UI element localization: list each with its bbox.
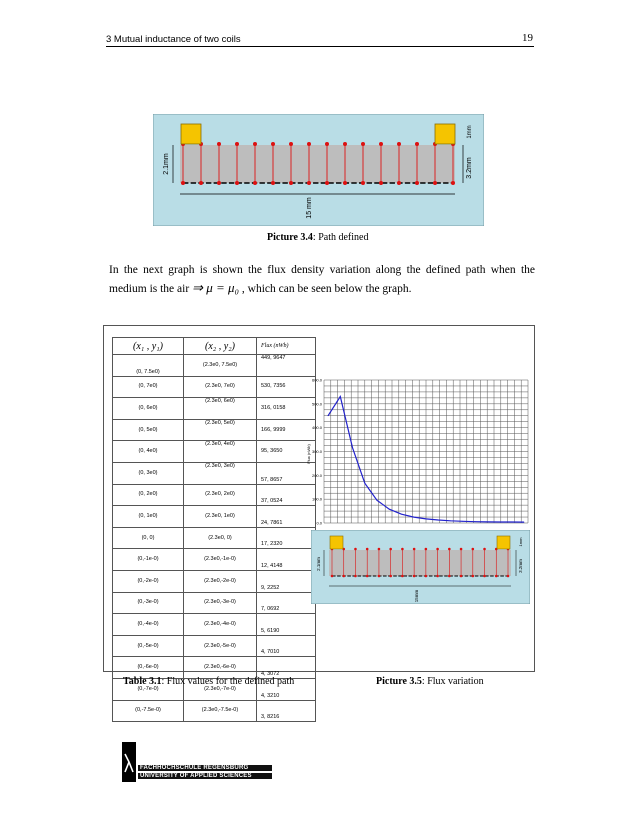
inset-coil-right xyxy=(497,536,510,549)
cell-flux: 4, 7010 xyxy=(257,635,316,657)
cell-flux: 3, 8216 xyxy=(257,700,316,722)
cell-x2y2: (2.3e0, 5e0) xyxy=(184,419,257,441)
table-row xyxy=(113,635,316,657)
path-dot-top xyxy=(325,142,329,146)
path-dot-bottom xyxy=(199,181,203,185)
cell-flux: 37, 0524 xyxy=(257,484,316,506)
chart-ylabel: Flux (nWb) xyxy=(306,444,311,464)
path-dot-top xyxy=(253,142,257,146)
cell-x1y1: (0,-1e-0) xyxy=(113,549,184,571)
path-dot-top xyxy=(483,548,486,551)
path-dot-bottom xyxy=(307,181,311,185)
path-dot-bottom xyxy=(354,575,357,578)
dim-right-top-label: 1mm xyxy=(467,125,473,139)
logo-line-2: UNIVERSITY OF APPLIED SCIENCES xyxy=(138,773,272,779)
cell-x1y1: (0,-7.5e-0) xyxy=(113,700,184,722)
cell-x2y2: (2.3e0,-5e-0) xyxy=(184,635,257,657)
cell-flux: 4, 3210 xyxy=(257,678,316,700)
coil-left xyxy=(181,124,201,144)
data-point xyxy=(364,483,365,484)
path-dot-top xyxy=(401,548,404,551)
data-point xyxy=(401,514,402,515)
path-dot-bottom xyxy=(483,575,486,578)
y-tick-label: 200.0 xyxy=(311,472,322,478)
path-dot-top xyxy=(366,548,369,551)
path-dot-bottom xyxy=(397,181,401,185)
cell-x2y2: (2.3e0, 4e0) xyxy=(184,441,257,463)
cell-x1y1: (0, 4e0) xyxy=(113,441,184,463)
path-dot-bottom xyxy=(425,575,428,578)
cell-x1y1: (0, 7e0) xyxy=(113,376,184,398)
data-point xyxy=(377,500,378,501)
data-point xyxy=(413,517,414,518)
path-dot-bottom xyxy=(361,181,365,185)
y-tick-label: 0.0 xyxy=(316,520,322,526)
path-dot-bottom xyxy=(253,181,257,185)
cell-x2y2: (2.3e0,-4e-0) xyxy=(184,614,257,636)
path-dot-bottom xyxy=(415,181,419,185)
path-dot-top xyxy=(271,142,275,146)
table-row xyxy=(113,549,316,571)
path-dot-bottom xyxy=(378,575,381,578)
paragraph-text-1: In the next graph is shown the flux density variation along the defined path when the medium is the air xyxy=(109,264,535,295)
cell-x1y1: (0,-3e-0) xyxy=(113,592,184,614)
y-tick-label: 100.0 xyxy=(311,496,322,502)
path-dot-top xyxy=(378,548,381,551)
inset-coil-left xyxy=(330,536,343,549)
caption-label: Picture 3.4 xyxy=(267,232,313,243)
cell-flux: 7, 0692 xyxy=(257,592,316,614)
cell-flux: 316, 0158 xyxy=(257,398,316,420)
path-dot-top xyxy=(289,142,293,146)
path-dot-bottom xyxy=(436,575,439,578)
dim-right-label: 3.2mm xyxy=(466,157,473,179)
path-dot-bottom xyxy=(331,575,334,578)
cell-flux: 166, 9999 xyxy=(257,419,316,441)
path-dot-bottom xyxy=(448,575,451,578)
cell-x2y2: (2.3e0,-3e-0) xyxy=(184,592,257,614)
cell-flux: 530, 7356 xyxy=(257,376,316,398)
inset-field-region xyxy=(329,550,511,576)
cell-x2y2: (2.3e0, 0) xyxy=(184,527,257,549)
path-dot-bottom xyxy=(235,181,239,185)
data-point xyxy=(487,521,488,522)
path-dot-top xyxy=(460,548,463,551)
header-rule xyxy=(106,46,534,47)
path-dot-top xyxy=(413,548,416,551)
table-row xyxy=(113,355,316,377)
data-point xyxy=(475,521,476,522)
path-dot-bottom xyxy=(433,181,437,185)
chart-grid xyxy=(324,380,528,523)
path-dot-bottom xyxy=(389,575,392,578)
cell-x2y2: (2.3e0,-6e-0) xyxy=(184,657,257,679)
table-row xyxy=(113,484,316,506)
cell-flux: 95, 3650 xyxy=(257,441,316,463)
cell-flux: 24, 7861 xyxy=(257,506,316,528)
path-dot-bottom xyxy=(181,181,185,185)
path-dot-bottom xyxy=(451,181,455,185)
header-x2y2: (x₂ , y₂) xyxy=(184,338,257,355)
table-row xyxy=(113,570,316,592)
path-dot-bottom xyxy=(366,575,369,578)
path-dot-bottom xyxy=(271,181,275,185)
path-dot-bottom xyxy=(413,575,416,578)
chapter-header: 3 Mutual inductance of two coils xyxy=(106,34,241,45)
path-dot-bottom xyxy=(507,575,510,578)
path-dot-bottom xyxy=(289,181,293,185)
cell-x1y1: (0,-6e-0) xyxy=(113,657,184,679)
data-point xyxy=(328,415,329,416)
cell-x1y1: (0, 0) xyxy=(113,527,184,549)
body-paragraph xyxy=(109,262,535,298)
data-point xyxy=(511,522,512,523)
cell-x1y1: (0, 2e0) xyxy=(113,484,184,506)
paragraph-formula: ⇒ μ = μ₀ xyxy=(192,280,240,295)
paragraph-text-2: , which can be seen below the graph. xyxy=(239,283,412,295)
path-dot-top xyxy=(307,142,311,146)
path-dot-bottom xyxy=(342,575,345,578)
cell-x2y2: (2.3e0, 6e0) xyxy=(184,398,257,420)
header-x1y1: (x₁ , y₁) xyxy=(113,338,184,355)
path-dot-top xyxy=(397,142,401,146)
table-caption-label: Table 3.1 xyxy=(123,676,162,687)
picture-caption-text: : Flux variation xyxy=(421,676,484,687)
cell-x1y1: (0, 1e0) xyxy=(113,506,184,528)
cell-x1y1: (0, 3e0) xyxy=(113,462,184,484)
path-dot-bottom xyxy=(343,181,347,185)
cell-flux: 12, 4148 xyxy=(257,549,316,571)
table-row xyxy=(113,462,316,484)
cell-flux: 9, 2252 xyxy=(257,570,316,592)
path-dot-top xyxy=(235,142,239,146)
logo-glyph xyxy=(122,742,136,782)
cell-x2y2: (2.3e0, 1e0) xyxy=(184,506,257,528)
picture-3-4-caption xyxy=(267,232,368,243)
table-row xyxy=(113,376,316,398)
table-3-1-caption xyxy=(123,676,294,687)
cell-flux: 449, 9647 xyxy=(257,355,316,377)
field-region xyxy=(180,145,455,183)
path-dot-bottom xyxy=(379,181,383,185)
path-dot-top xyxy=(448,548,451,551)
path-dot-top xyxy=(361,142,365,146)
path-dot-top xyxy=(436,548,439,551)
y-tick-label: 400.0 xyxy=(311,425,322,431)
cell-x2y2: (2.3e0,-7e-0) xyxy=(184,678,257,700)
inset-dim-right-label: 3.2mm xyxy=(518,559,523,573)
path-dot-bottom xyxy=(217,181,221,185)
cell-x1y1: (0, 6e0) xyxy=(113,398,184,420)
cell-x2y2: (2.3e0, 7.5e0) xyxy=(184,355,257,377)
path-dot-top xyxy=(472,548,475,551)
data-point xyxy=(438,520,439,521)
cell-x2y2: (2.3e0,-7.5e-0) xyxy=(184,700,257,722)
page-number: 19 xyxy=(522,32,533,44)
data-point xyxy=(352,447,353,448)
path-diagram xyxy=(153,114,484,226)
coil-right xyxy=(435,124,455,144)
table-row xyxy=(113,398,316,420)
dim-left-label: 2.1mm xyxy=(163,153,170,175)
inset-path-diagram xyxy=(311,530,530,604)
table-header-row xyxy=(113,338,316,355)
cell-x2y2: (2.3e0, 7e0) xyxy=(184,376,257,398)
data-point xyxy=(389,509,390,510)
cell-flux: 17, 2320 xyxy=(257,527,316,549)
path-dot-top xyxy=(425,548,428,551)
path-dot-bottom xyxy=(495,575,498,578)
picture-caption-label: Picture 3.5 xyxy=(376,676,422,687)
path-dot-top xyxy=(343,142,347,146)
cell-x2y2: (2.3e0, 3e0) xyxy=(184,462,257,484)
path-dot-top xyxy=(415,142,419,146)
inset-dim-bottom-label: 15mm xyxy=(414,589,419,603)
data-point xyxy=(426,518,427,519)
table-caption-text: : Flux values for the defined path xyxy=(161,676,295,687)
table-row xyxy=(113,506,316,528)
cell-x2y2: (2.3e0, 2e0) xyxy=(184,484,257,506)
y-tick-label: 300.0 xyxy=(311,449,322,454)
data-point xyxy=(462,521,463,522)
path-dot-top xyxy=(217,142,221,146)
path-dot-bottom xyxy=(472,575,475,578)
cell-flux: 5, 6190 xyxy=(257,614,316,636)
table-row xyxy=(113,441,316,463)
picture-3-5-caption xyxy=(376,676,484,687)
y-tick-label: 600.0 xyxy=(311,377,322,383)
flux-chart xyxy=(304,372,532,532)
table-row xyxy=(113,614,316,636)
y-tick-label: 500.0 xyxy=(311,401,322,407)
cell-flux: 57, 8657 xyxy=(257,462,316,484)
cell-x2y2: (2.3e0,-1e-0) xyxy=(184,549,257,571)
caption-text: : Path defined xyxy=(312,232,369,243)
cell-x1y1: (0,-2e-0) xyxy=(113,570,184,592)
cell-flux: 4, 3072 xyxy=(257,657,316,679)
table-row xyxy=(113,527,316,549)
path-dot-bottom xyxy=(460,575,463,578)
dim-bottom-label: 15 mm xyxy=(306,197,313,219)
flux-table xyxy=(112,337,316,722)
cell-x1y1: (0, 5e0) xyxy=(113,419,184,441)
table-row xyxy=(113,592,316,614)
logo-line-1: FACHHOCHSCHULE REGENSBURG xyxy=(138,765,272,771)
chart-y-ticks xyxy=(312,378,323,526)
inset-dim-left-label: 2.1mm xyxy=(316,557,321,571)
inset-dim-right-top-label: 1mm xyxy=(518,537,523,547)
path-dot-top xyxy=(354,548,357,551)
cell-x1y1: (0,-7e-0) xyxy=(113,678,184,700)
cell-x1y1: (0, 7.5e0) xyxy=(113,355,184,377)
path-dot-bottom xyxy=(401,575,404,578)
table-row xyxy=(113,419,316,441)
path-dot-top xyxy=(379,142,383,146)
data-point xyxy=(499,522,500,523)
cell-x2y2: (2.3e0,-2e-0) xyxy=(184,570,257,592)
path-dot-bottom xyxy=(325,181,329,185)
data-point xyxy=(450,520,451,521)
header-flux: Flux (nWb) xyxy=(257,338,316,355)
cell-x1y1: (0,-5e-0) xyxy=(113,635,184,657)
data-point xyxy=(340,396,341,397)
cell-x1y1: (0,-4e-0) xyxy=(113,614,184,636)
path-dot-top xyxy=(389,548,392,551)
data-point xyxy=(524,522,525,523)
table-row xyxy=(113,700,316,722)
